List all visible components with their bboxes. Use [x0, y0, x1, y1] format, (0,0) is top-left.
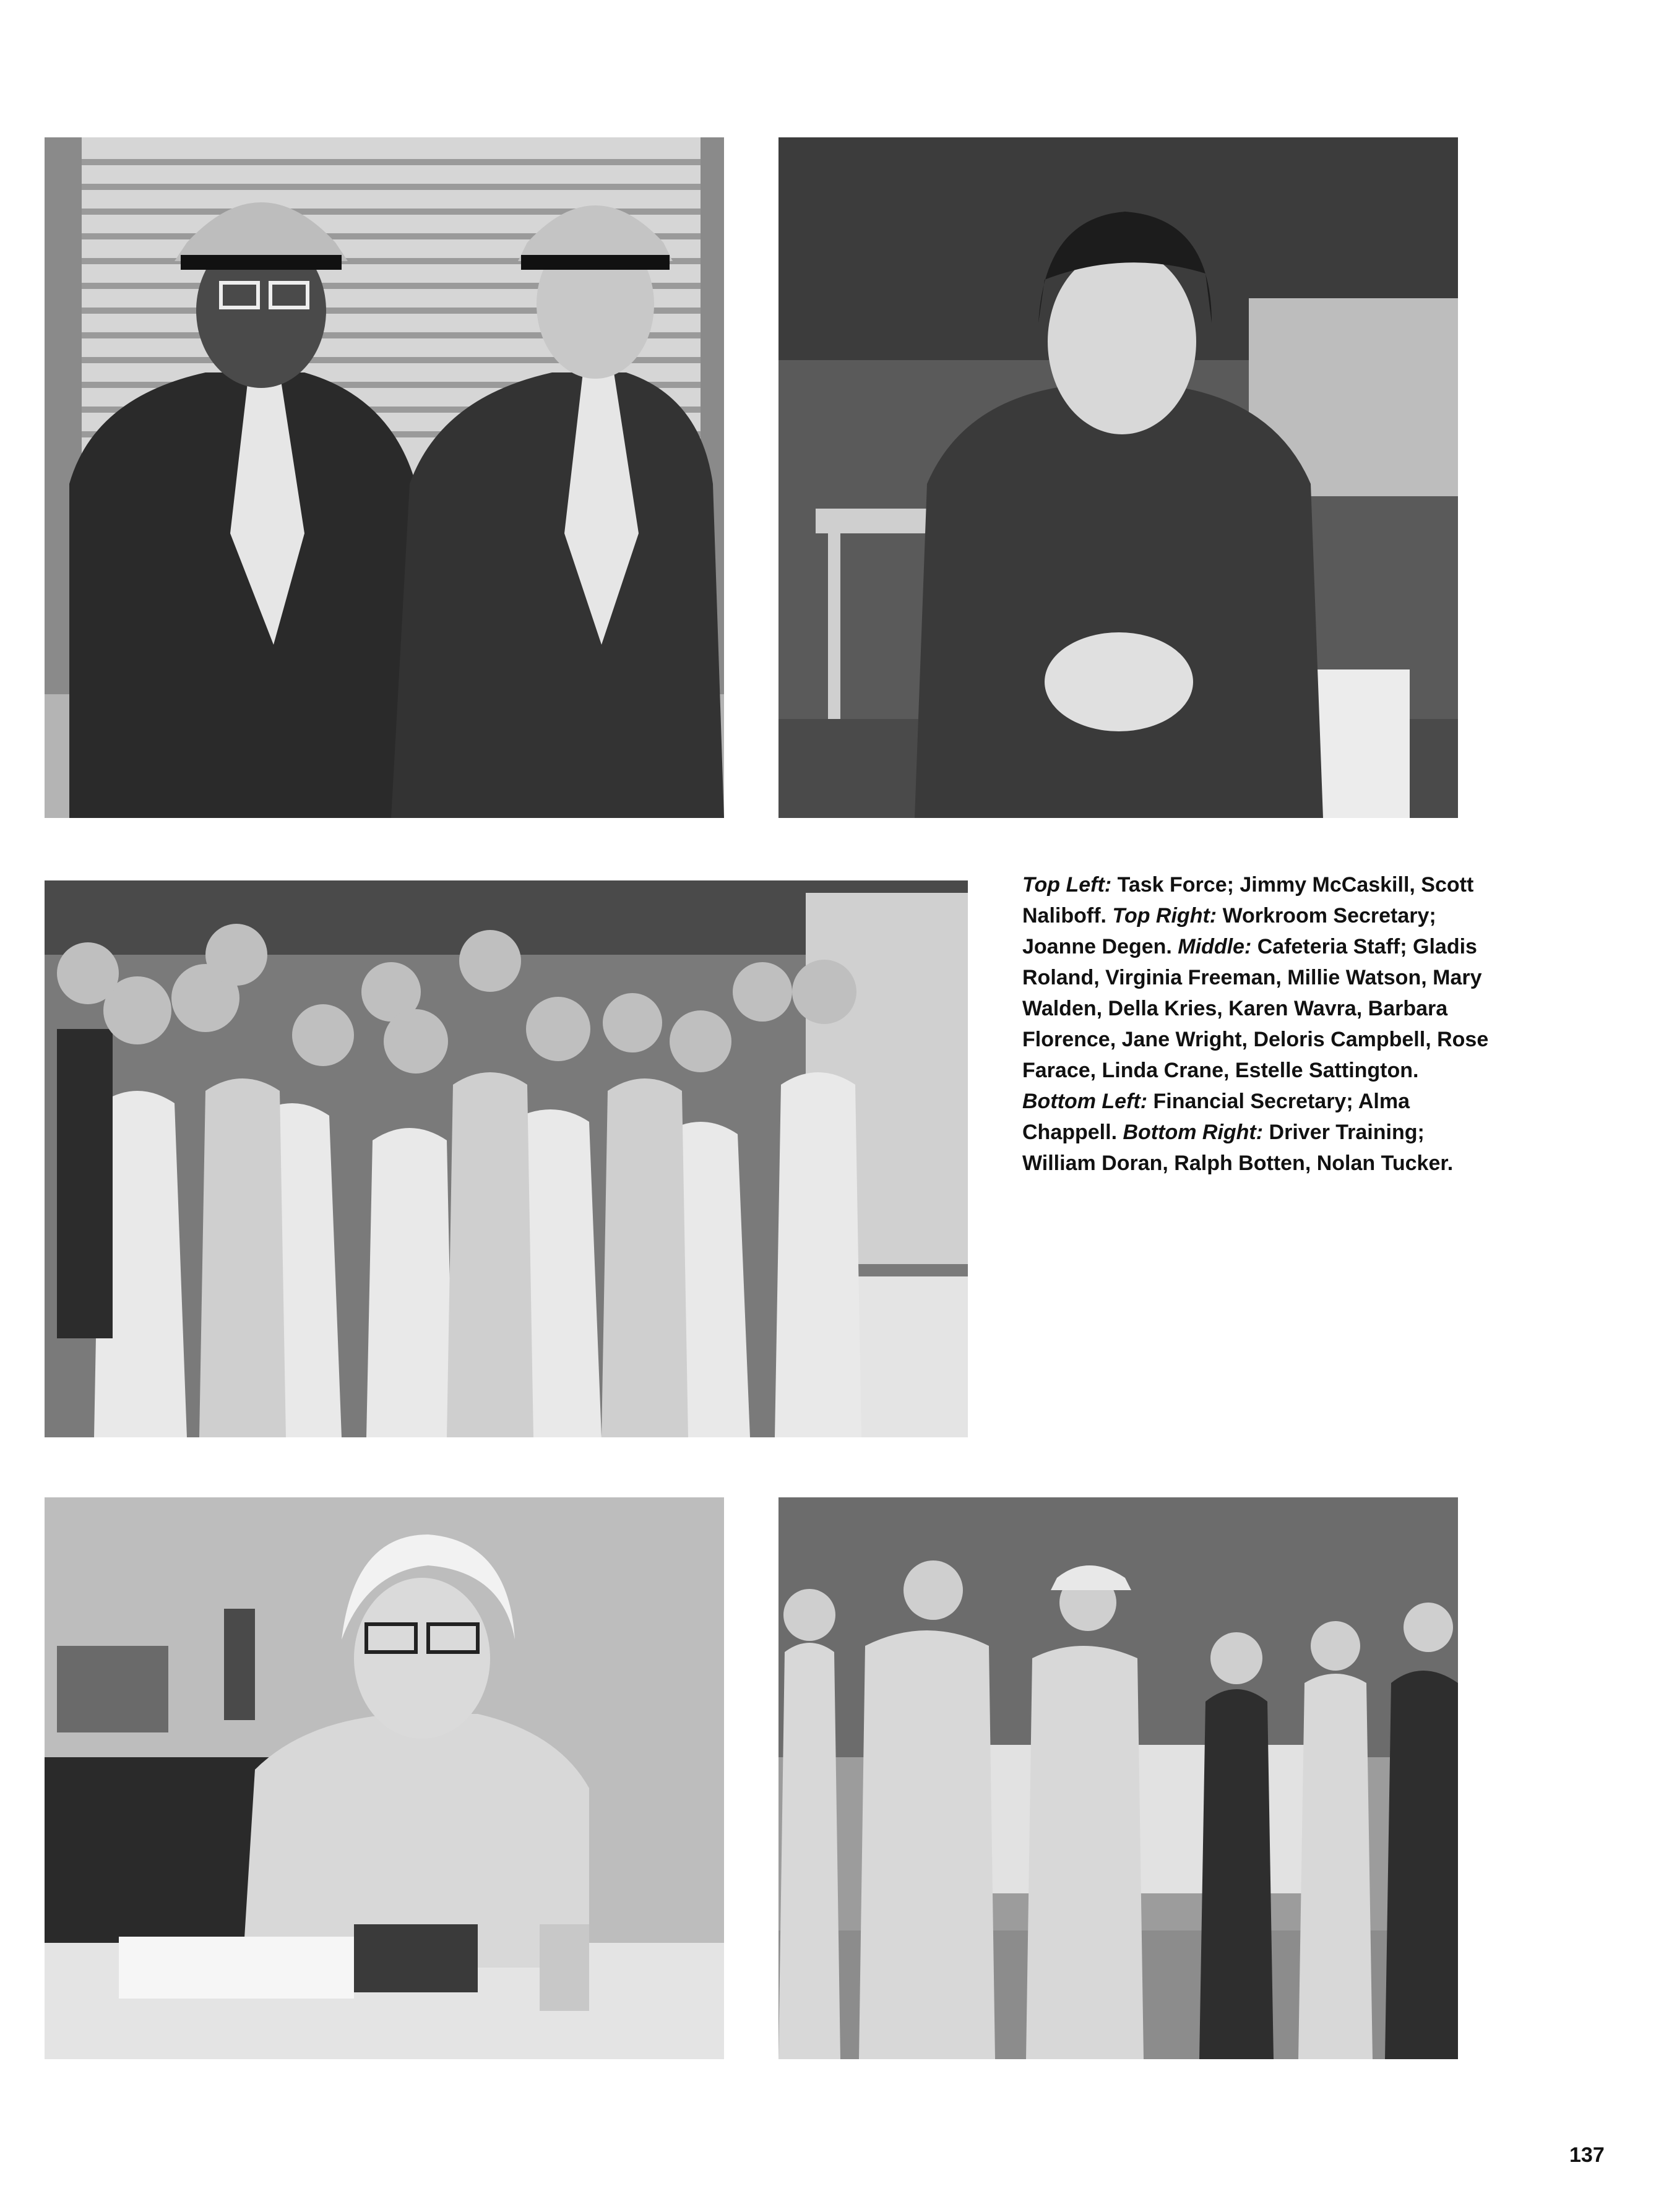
caption-text-middle: Cafeteria Staff; Gladis Roland, Virginia Freeman, Millie Watson, Mary Walden, Della Kries, Karen Wavra, Barbara Florence, Jane Wright, Deloris Campbell, Rose Farace, Linda Crane, Estelle Sattington. — [1022, 935, 1489, 1082]
photo-workroom-secretary-image — [778, 137, 1458, 818]
photo-task-force — [45, 137, 724, 818]
photo-cafeteria-staff — [45, 880, 968, 1437]
caption-text-top-left: Task Force; Jimmy McCaskill, Scott Naliboff. — [1022, 873, 1474, 927]
caption-label-top-right: Top Right: — [1112, 904, 1217, 927]
photo-driver-training — [778, 1497, 1458, 2059]
caption-text-bottom-right: Driver Training; William Doran, Ralph Botten, Nolan Tucker. — [1022, 1121, 1454, 1175]
photo-financial-secretary — [45, 1497, 724, 2059]
photo-financial-secretary-image — [45, 1497, 724, 2059]
caption-label-top-left: Top Left: — [1022, 873, 1112, 897]
caption-label-bottom-left: Bottom Left: — [1022, 1090, 1148, 1113]
caption-text-bottom-left: Financial Secretary; Alma Chappell. — [1022, 1090, 1410, 1144]
photo-captions — [1022, 869, 1493, 1179]
photo-driver-training-image — [778, 1497, 1458, 2059]
caption-label-bottom-right: Bottom Right: — [1123, 1121, 1264, 1144]
photo-task-force-image — [45, 137, 724, 818]
page-number: 137 — [1569, 2143, 1605, 2167]
photo-cafeteria-staff-image — [45, 880, 968, 1437]
caption-text-top-right: Workroom Secretary; Joanne Degen. — [1022, 904, 1436, 958]
photo-workroom-secretary — [778, 137, 1458, 818]
caption-label-middle: Middle: — [1178, 935, 1252, 958]
